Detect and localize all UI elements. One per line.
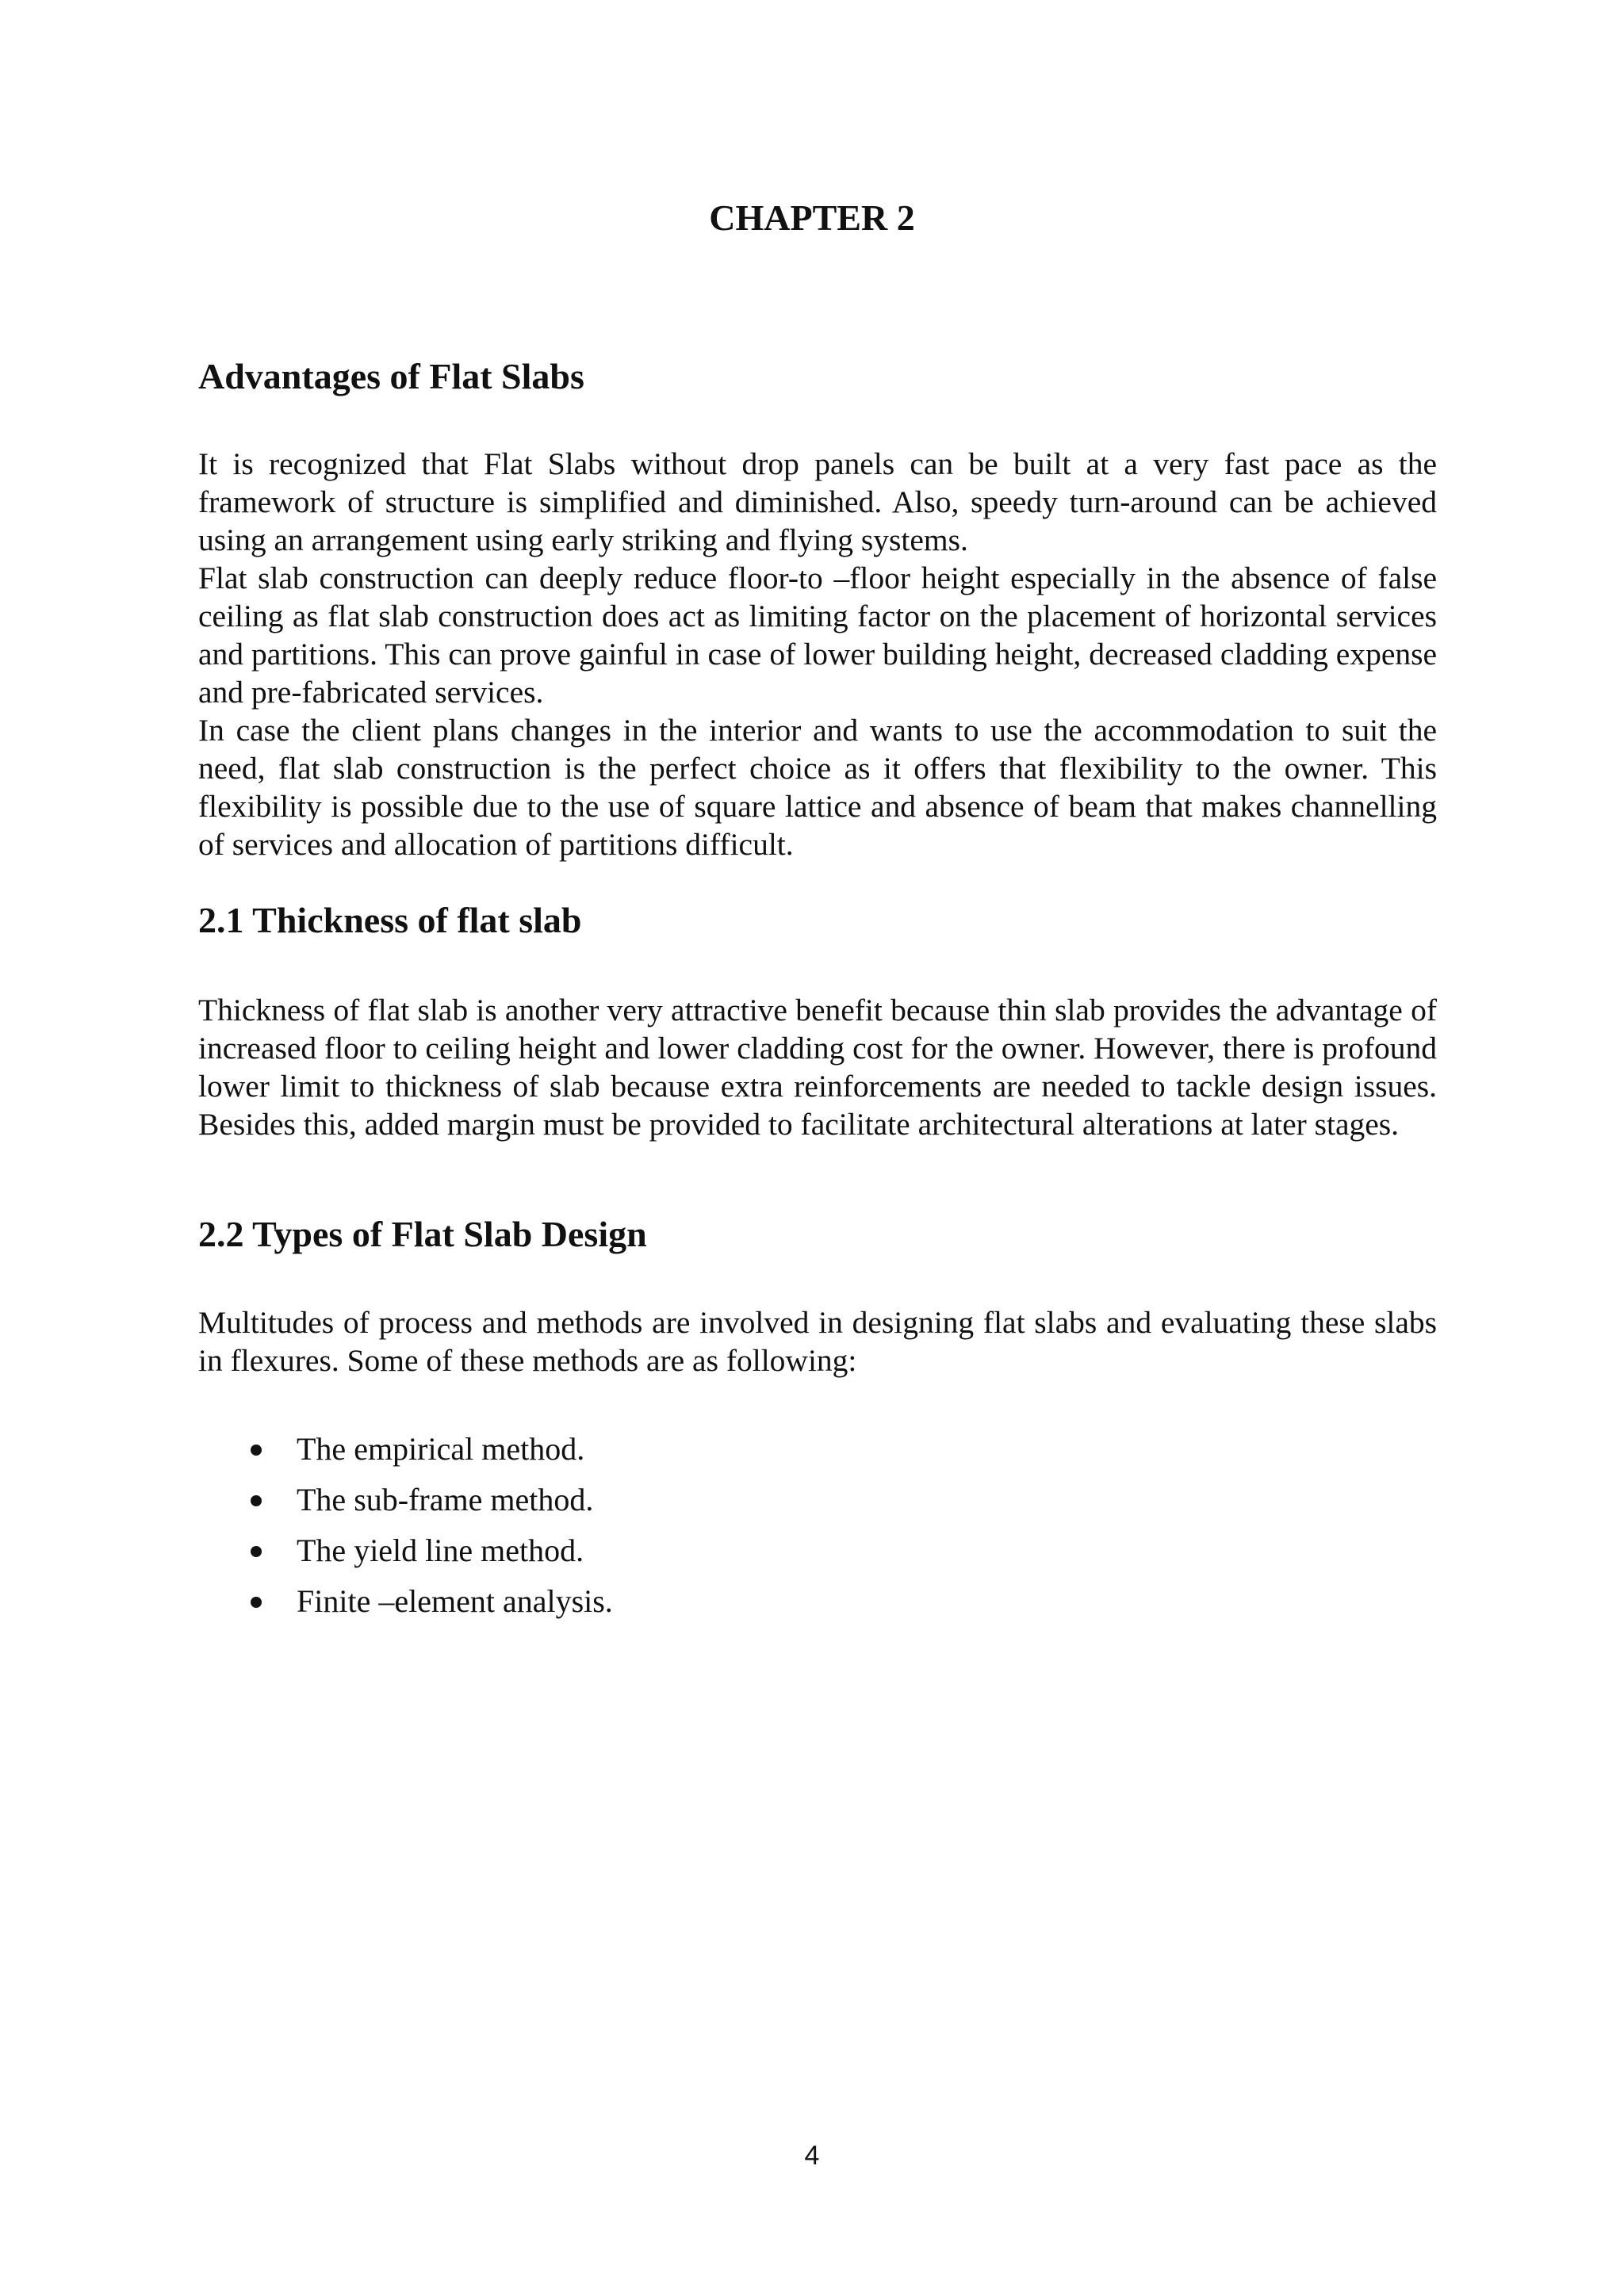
bullet-icon	[251, 1445, 262, 1456]
paragraph-advantages-1: It is recognized that Flat Slabs without drop panels can be built at a very fast pace as the framework of structure is simplified and diminished. Also, speedy turn-around can be achieved using an arrangement using early striking and flying systems.	[198, 446, 1437, 557]
bullet-icon	[251, 1597, 262, 1608]
section-heading-thickness: 2.1 Thickness of flat slab	[198, 900, 582, 940]
methods-list	[198, 1430, 1437, 1633]
page-number: 4	[804, 2141, 820, 2171]
list-item	[198, 1430, 1437, 1481]
paragraph-advantages-3: In case the client plans changes in the interior and wants to use the accommodation to suit the need, flat slab construction is the perfect choice as it offers that flexibility to the owner. This flexibility is possible due to the use of square lattice and absence of beam that makes channelling of services and allocation of partitions difficult.	[198, 713, 1437, 862]
list-item-text: The yield line method.	[297, 1533, 584, 1568]
list-item	[198, 1582, 1437, 1633]
paragraph-thickness: Thickness of flat slab is another very attractive benefit because thin slab provides the advantage of increased floor to ceiling height and lower cladding cost for the owner. However, there is profound lower limit to thickness of slab because extra reinforcements are needed to tackle design issues. Besides this, added margin must be provided to facilitate architectural alterations at later stages.	[198, 993, 1437, 1142]
bullet-icon	[251, 1546, 262, 1557]
list-item-text: Finite –element analysis.	[297, 1583, 613, 1619]
section-heading-types: 2.2 Types of Flat Slab Design	[198, 1214, 647, 1254]
section-heading-advantages: Advantages of Flat Slabs	[198, 356, 584, 396]
bullet-icon	[251, 1495, 262, 1506]
list-item	[198, 1481, 1437, 1532]
list-item-text: The empirical method.	[297, 1431, 585, 1467]
paragraph-types: Multitudes of process and methods are involved in designing flat slabs and evaluating these slabs in flexures. Some of these methods are as following:	[198, 1305, 1437, 1378]
paragraph-advantages-2: Flat slab construction can deeply reduce floor-to –floor height especially in the absence of false ceiling as flat slab construction does act as limiting factor on the placement of horizontal services and partitions. This can prove gainful in case of lower building height, decreased cladding expense and pre-fabricated services.	[198, 561, 1437, 710]
list-item-text: The sub-frame method.	[297, 1482, 594, 1517]
list-item	[198, 1532, 1437, 1582]
chapter-title: CHAPTER 2	[709, 197, 915, 238]
